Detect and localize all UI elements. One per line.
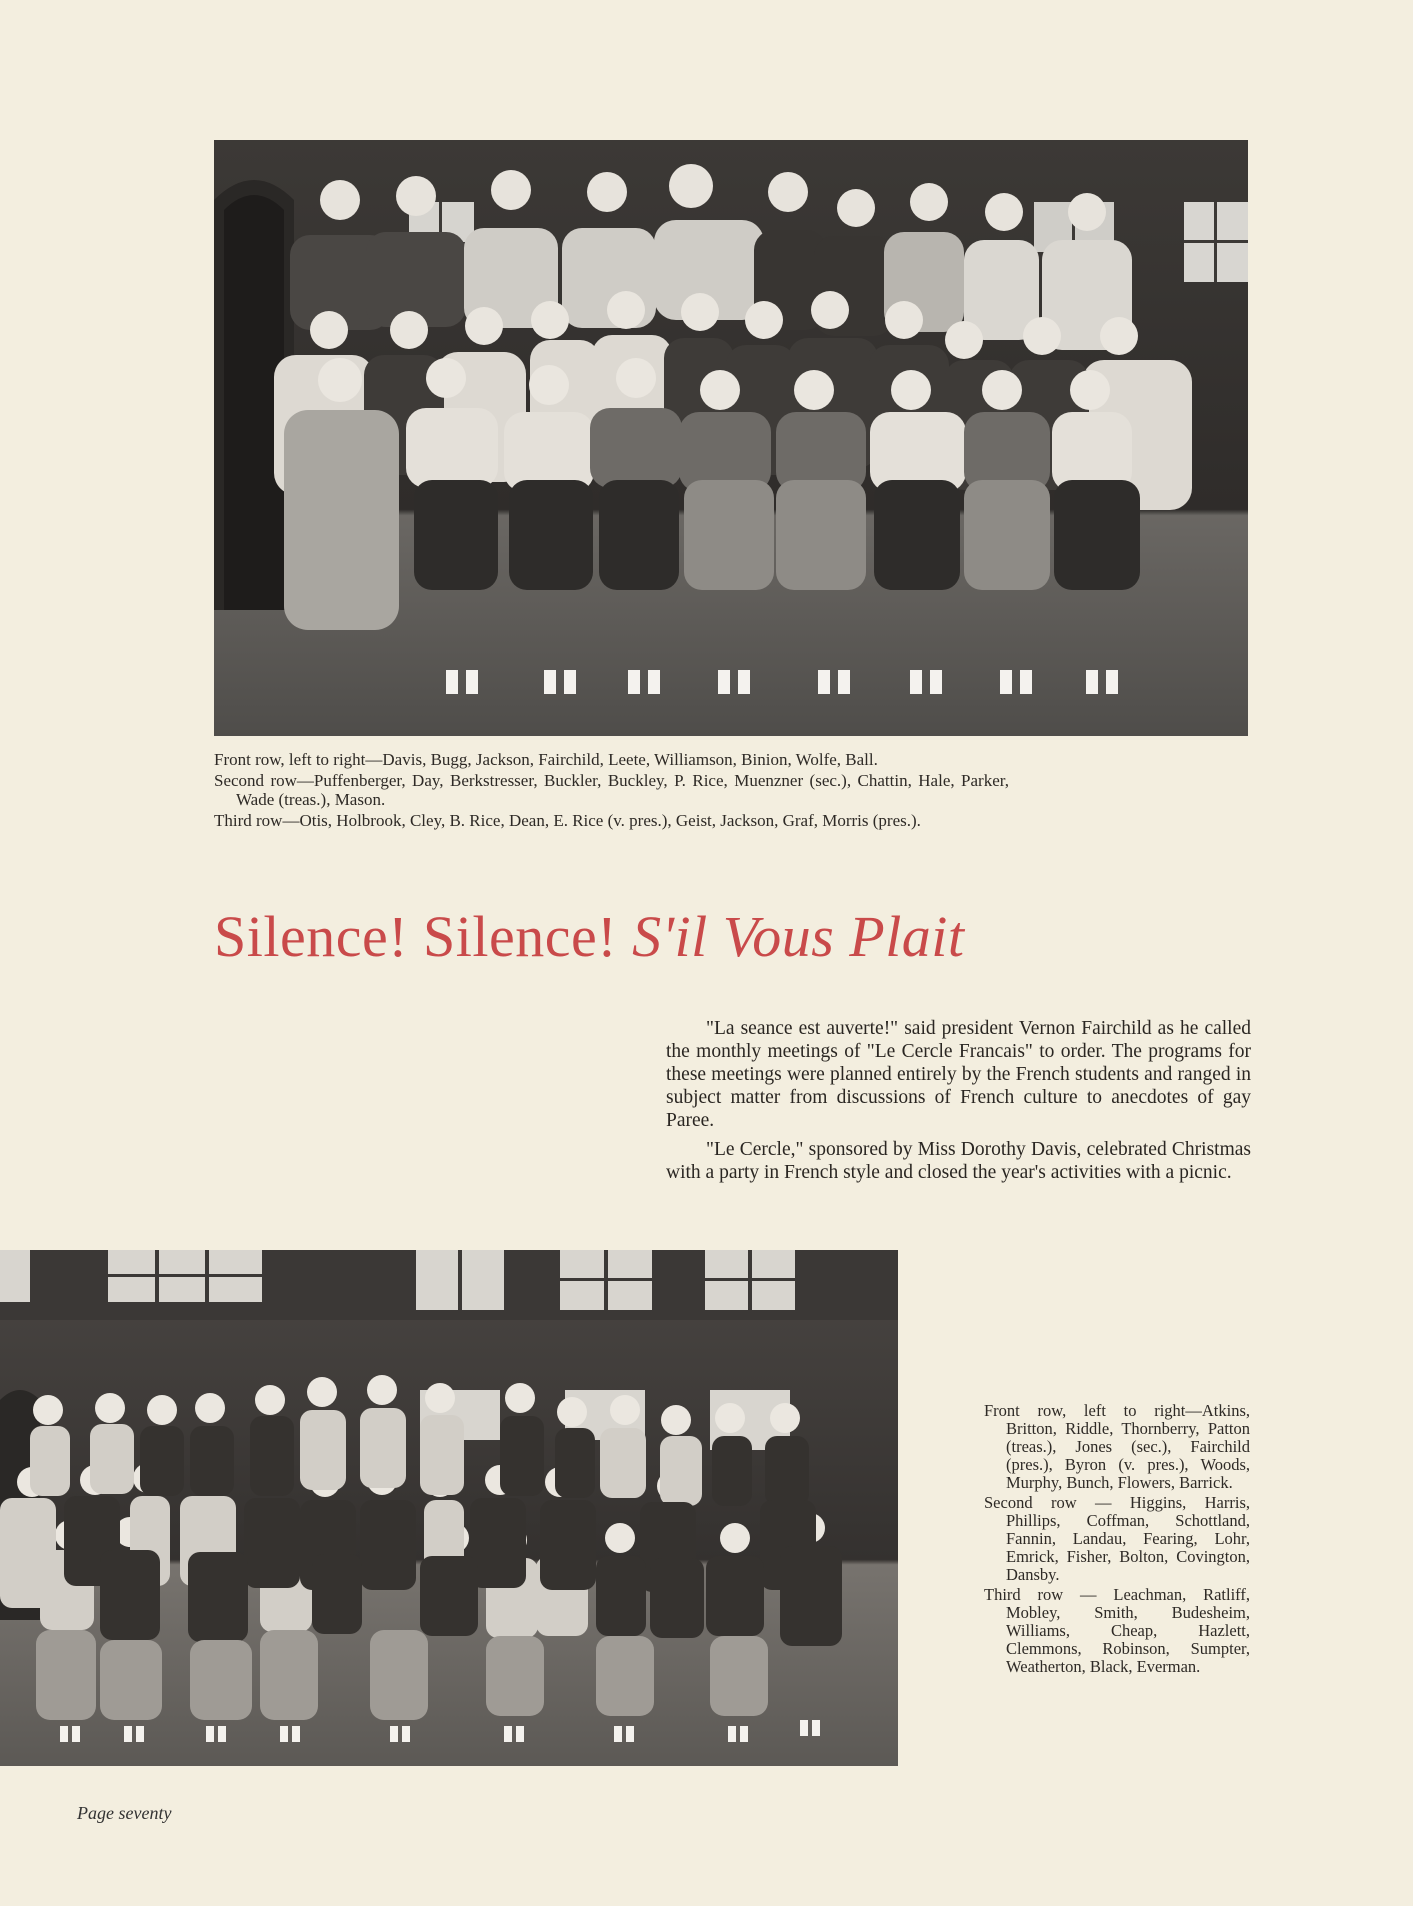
caption-third-row: Third row—Otis, Holbrook, Cley, B. Rice, Dean, E. Rice (v. pres.), Geist, Jackson, Graf, Morris (pres.). — [214, 811, 921, 830]
caption-second-row: Second row — Higgins, Harris, Phillips, Coffman, Schottland, Fannin, Landau, Fearing, Lohr, Emrick, Fisher, Bolton, Covington, Dansby. — [984, 1493, 1250, 1584]
article-paragraph-1: "La seance est auverte!" said president Vernon Fairchild as he called the monthly meetings of "Le Cercle Francais" to order. The programs for these meetings were planned entirely by the French students and ranged in subject matter from discussions of French culture to anecdotes of gay Paree. — [666, 1018, 1251, 1131]
article-body — [666, 1017, 1251, 1190]
headline-part2: S'il Vous Plait — [632, 904, 965, 969]
bottom-photo-caption — [984, 1402, 1250, 1678]
caption-second-row: Second row—Puffenberger, Day, Berkstresser, Buckler, Buckley, P. Rice, Muenzner (sec.), Chattin, Hale, Parker, Wade (treas.), Mason. — [214, 771, 1009, 809]
caption-front-row: Front row, left to right—Atkins, Britton, Riddle, Thornberry, Patton (treas.), Jones (sec.), Fairchild (pres.), Byron (v. pres.), Woods, Murphy, Bunch, Flowers, Barrick. — [984, 1401, 1250, 1492]
article-paragraph-2: "Le Cercle," sponsored by Miss Dorothy Davis, celebrated Christmas with a party in French style and closed the year's activities with a picnic. — [666, 1139, 1251, 1183]
caption-front-row: Front row, left to right—Davis, Bugg, Jackson, Fairchild, Leete, Williamson, Binion, Wolfe, Ball. — [214, 750, 878, 769]
top-group-photo — [214, 140, 1248, 736]
bottom-group-photo — [0, 1250, 898, 1766]
top-photo-caption — [214, 750, 1009, 832]
headline-part1: Silence! Silence! — [214, 904, 633, 969]
caption-third-row: Third row — Leachman, Ratliff, Mobley, Smith, Budesheim, Williams, Cheap, Hazlett, Clemmons, Robinson, Sumpter, Weatherton, Black, Everman. — [984, 1585, 1250, 1676]
page-headline — [214, 903, 965, 970]
page-number: Page seventy — [77, 1803, 172, 1823]
